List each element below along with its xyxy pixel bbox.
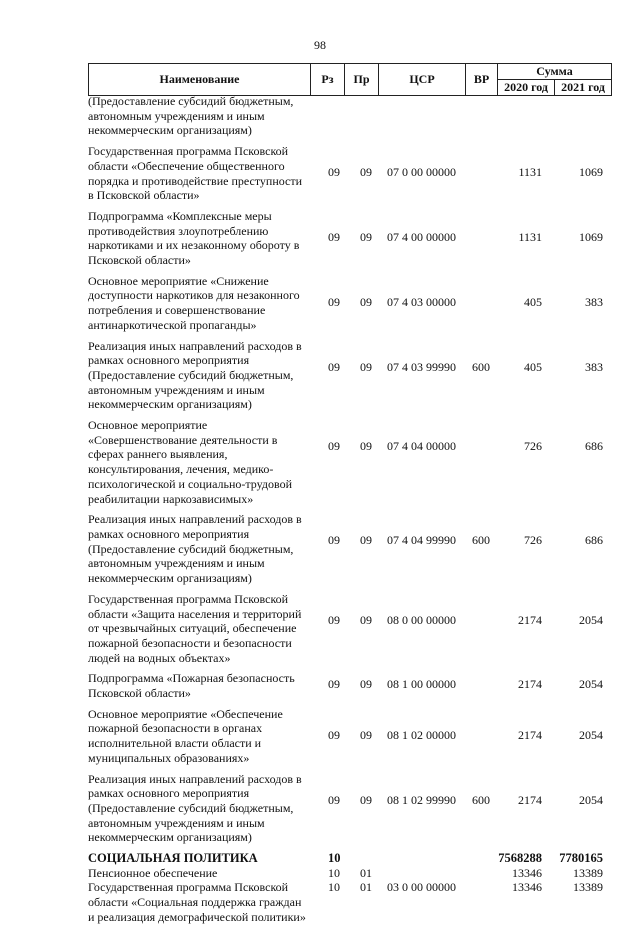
- cell-name: Реализация иных направлений расходов в рамках основного мероприятия (Предоставление субсидий бюджетным, автономным учреждениям и иным некоммерческим организациям): [88, 771, 302, 845]
- cell-y2020: 726: [524, 439, 542, 454]
- cell-rz: 09: [328, 792, 340, 807]
- cell-rz: 10: [328, 865, 340, 880]
- cell-csr: 08 0 00 00000: [387, 612, 456, 627]
- cell-vr: 600: [472, 533, 490, 548]
- cell-y2020: 7568288: [498, 851, 542, 866]
- table-row: [88, 274, 611, 339]
- cell-y2021: 1069: [579, 165, 603, 180]
- cell-y2021: 13389: [573, 865, 603, 880]
- cell-y2020: 1131: [518, 229, 542, 244]
- cell-pr: 09: [360, 439, 372, 454]
- cell-name: Подпрограмма «Пожарная безопасность Псковской области»: [88, 671, 295, 701]
- cell-rz: 09: [328, 359, 340, 374]
- cell-y2021: 2054: [579, 612, 603, 627]
- header-rz: Рз: [311, 64, 345, 96]
- cell-pr: [344, 851, 378, 866]
- cell-rz: 09: [328, 677, 340, 692]
- cell-y2020: 2174: [518, 727, 542, 742]
- header-pr: Пр: [345, 64, 379, 96]
- table-row: [88, 707, 611, 772]
- cell-vr: [465, 707, 497, 772]
- cell-pr: 01: [360, 880, 372, 895]
- table-row: [88, 866, 611, 881]
- cell-y2020: 405: [524, 359, 542, 374]
- cell-name: Основное мероприятие «Обеспечение пожарной безопасности в органах исполнительной власти области и муниципальных образованиях»: [88, 706, 283, 765]
- cell-y2020: 2174: [518, 677, 542, 692]
- header-year-2021: 2021 год: [555, 80, 612, 96]
- cell-pr: 09: [360, 727, 372, 742]
- cell-csr: 07 0 00 00000: [387, 165, 456, 180]
- cell-vr: [465, 144, 497, 209]
- table-row: [88, 209, 611, 274]
- cell-vr: [465, 671, 497, 706]
- cell-name: СОЦИАЛЬНАЯ ПОЛИТИКА: [88, 851, 258, 866]
- table-row: [88, 671, 611, 706]
- cell-y2021: 383: [585, 359, 603, 374]
- cell-rz: 09: [328, 294, 340, 309]
- header-vr: ВР: [466, 64, 498, 96]
- cell-y2021: 686: [585, 439, 603, 454]
- cell-vr: [465, 851, 497, 866]
- cell-csr: 08 1 02 00000: [387, 727, 456, 742]
- cell-pr: 09: [360, 294, 372, 309]
- table-row: [88, 418, 611, 512]
- cell-name: Государственная программа Псковской области «Социальная поддержка граждан и реализация демографической политики»: [88, 880, 306, 924]
- cell-rz: [310, 94, 344, 144]
- cell-y2020: 2174: [518, 792, 542, 807]
- cell-csr: 08 1 00 00000: [387, 677, 456, 692]
- cell-pr: 09: [360, 165, 372, 180]
- cell-name: (Предоставление субсидий бюджетным, автономным учреждениям и иным некоммерческим организациям): [88, 94, 294, 138]
- cell-pr: 09: [360, 612, 372, 627]
- cell-y2020: 13346: [512, 880, 542, 895]
- cell-pr: 09: [360, 229, 372, 244]
- cell-csr: [378, 851, 465, 866]
- cell-pr: [344, 94, 378, 144]
- cell-pr: 09: [360, 677, 372, 692]
- cell-vr: [465, 209, 497, 274]
- cell-name: Реализация иных направлений расходов в рамках основного мероприятия (Предоставление субсидий бюджетным, автономным учреждениям и иным некоммерческим организациям): [88, 512, 302, 586]
- cell-y2021: 686: [585, 533, 603, 548]
- table-row: [88, 512, 611, 592]
- cell-vr: [465, 274, 497, 339]
- cell-y2021: 13389: [573, 880, 603, 895]
- header-sum: Сумма: [498, 64, 612, 80]
- cell-y2020: 405: [524, 294, 542, 309]
- cell-vr: [465, 94, 497, 144]
- table-row: [88, 94, 611, 144]
- cell-rz: 10: [328, 880, 340, 895]
- table-row: [88, 851, 611, 866]
- header-csr: ЦСР: [379, 64, 466, 96]
- cell-vr: [465, 880, 497, 924]
- cell-vr: 600: [472, 359, 490, 374]
- cell-rz: 09: [328, 165, 340, 180]
- cell-csr: 08 1 02 99990: [387, 792, 456, 807]
- cell-csr: 03 0 00 00000: [387, 880, 456, 895]
- cell-name: Подпрограмма «Комплексные меры противодействия злоупотреблению наркотиками и их незаконному обороту в Псковской области»: [88, 208, 300, 268]
- table-header: [88, 63, 612, 96]
- cell-rz: 10: [328, 851, 341, 866]
- header-year-2020: 2020 год: [498, 80, 555, 96]
- table-row: [88, 144, 611, 209]
- cell-y2021: 7780165: [559, 851, 603, 866]
- cell-y2021: 2054: [579, 677, 603, 692]
- cell-y2020: 1131: [518, 165, 542, 180]
- cell-y2020: 13346: [512, 865, 542, 880]
- cell-name: Основное мероприятие «Совершенствование деятельности в сферах раннего выявления, консультирования, лечения, медико-психологической и социально-трудовой реабилитации наркозависимых»: [88, 418, 293, 506]
- cell-pr: 09: [360, 359, 372, 374]
- cell-csr: 07 4 04 99990: [387, 533, 456, 548]
- cell-name: Пенсионное обеспечение: [88, 865, 218, 880]
- cell-csr: 07 4 03 99990: [387, 359, 456, 374]
- cell-vr: [465, 866, 497, 881]
- cell-rz: 09: [328, 612, 340, 627]
- cell-pr: 09: [360, 792, 372, 807]
- cell-rz: 09: [328, 727, 340, 742]
- cell-y2020: [497, 94, 554, 144]
- cell-rz: 09: [328, 533, 340, 548]
- page-number: 98: [314, 38, 326, 52]
- cell-y2021: 383: [585, 294, 603, 309]
- cell-csr: [378, 866, 465, 881]
- header-name: Наименование: [89, 64, 311, 96]
- cell-y2020: 2174: [518, 612, 542, 627]
- cell-y2021: 1069: [579, 229, 603, 244]
- cell-y2020: 726: [524, 533, 542, 548]
- table-row: [88, 772, 611, 852]
- cell-name: Основное мероприятие «Снижение доступности наркотиков для незаконного потребления и совершенствование антинаркотической пропаганды»: [88, 273, 300, 332]
- cell-y2021: [554, 94, 611, 144]
- cell-vr: [465, 418, 497, 512]
- cell-y2021: 2054: [579, 727, 603, 742]
- cell-rz: 09: [328, 439, 340, 454]
- cell-pr: 09: [360, 533, 372, 548]
- budget-table: [88, 94, 611, 925]
- cell-pr: 01: [360, 865, 372, 880]
- cell-rz: 09: [328, 229, 340, 244]
- cell-csr: 07 4 00 00000: [387, 229, 456, 244]
- table-row: [88, 339, 611, 419]
- cell-csr: 07 4 03 00000: [387, 294, 456, 309]
- cell-name: Реализация иных направлений расходов в рамках основного мероприятия (Предоставление субсидий бюджетным, автономным учреждениям и иным некоммерческим организациям): [88, 338, 302, 412]
- cell-vr: 600: [472, 792, 490, 807]
- cell-name: Государственная программа Псковской области «Обеспечение общественного порядка и противодействие преступности в Псковской области»: [88, 144, 303, 203]
- cell-csr: [378, 94, 465, 144]
- cell-vr: [465, 592, 497, 672]
- table-row: [88, 592, 611, 672]
- cell-name: Государственная программа Псковской области «Защита населения и территорий от чрезвычайных ситуаций, обеспечение пожарной безопасности и безопасности людей на водных объектах»: [88, 591, 302, 665]
- cell-csr: 07 4 04 00000: [387, 439, 456, 454]
- table-row: [88, 880, 611, 924]
- cell-y2021: 2054: [579, 792, 603, 807]
